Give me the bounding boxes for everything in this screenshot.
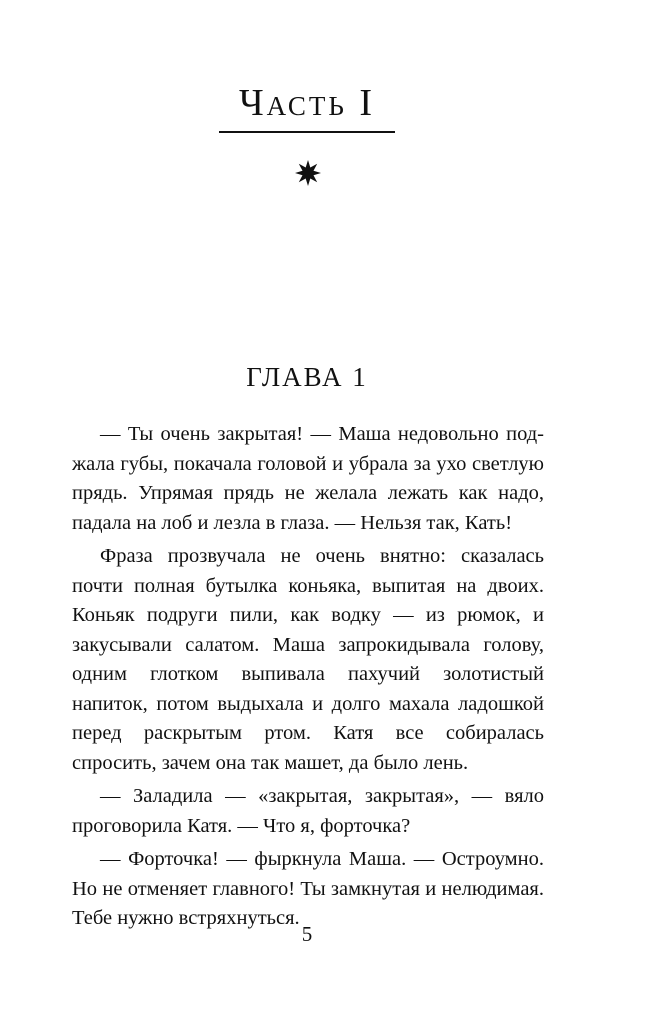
part-title-underline: [219, 131, 395, 133]
star-burst-icon: [294, 159, 322, 187]
chapter-title: ГЛАВА 1: [246, 362, 368, 392]
chapter-text: [72, 420, 544, 938]
paragraph: — Заладила — «закрытая, закрытая», — вяло проговорила Катя. — Что я, форточка?: [72, 785, 544, 837]
paragraph: Фраза прозвучала не очень внятно: сказалась почти полная бутылка коньяка, выпитая на двоих. Коньяк подруги пили, как водку — из рюмок, и закусывали салатом. Маша запрокидывала голову, одним глотком выпивала пахучий золотистый напиток, потом выдыхала и долго махала ладошкой перед раскрытым ртом. Катя все собиралась спросить, зачем она так машет, да было лень.: [72, 545, 544, 774]
paragraph: — Форточка! — фыркнула Маша. — Остроумно. Но не отменяет главного! Ты замкнутая и нелюдимая. Тебе нужно встряхнуться.: [72, 848, 544, 929]
page-number: 5: [301, 922, 313, 946]
part-title: Часть I: [238, 82, 375, 124]
paragraph: — Ты очень закрытая! — Маша недовольно поджала губы, покачала головой и убрала за ухо светлую прядь. Упрямая прядь не желала лежать как надо, падала на лоб и лезла в глаза. — Нельзя так, Кать!: [72, 423, 544, 534]
